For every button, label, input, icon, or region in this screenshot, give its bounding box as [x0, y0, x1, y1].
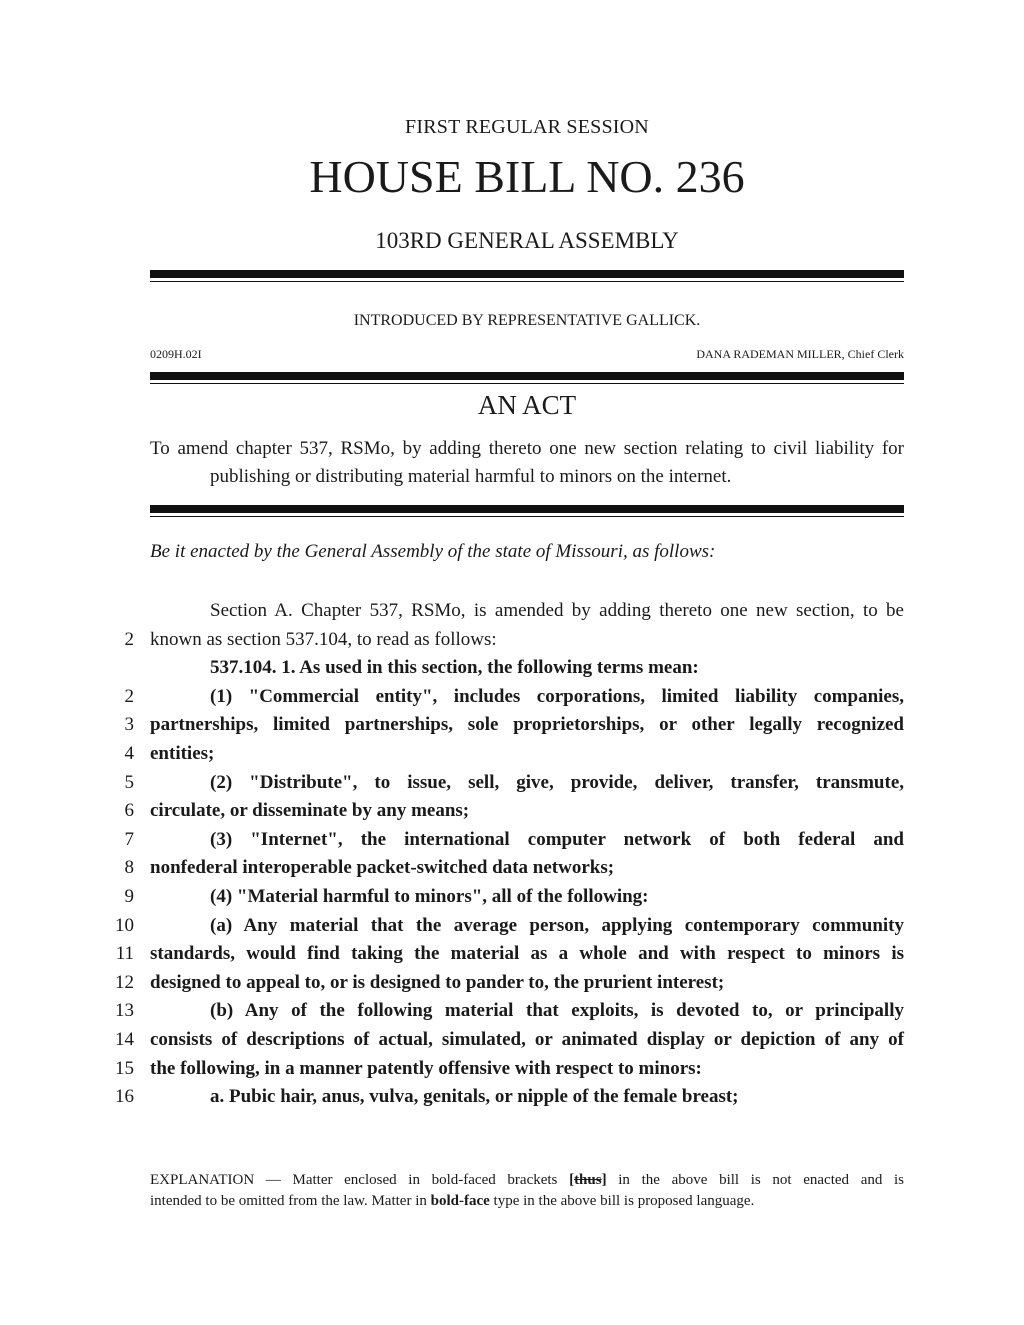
- header-thin-rule: [150, 281, 904, 282]
- bill-text-line: nonfederal interoperable packet-switched data networks;: [150, 857, 615, 878]
- explanation-line-1: [150, 1170, 904, 1191]
- act-title: [150, 435, 904, 491]
- clerk-thick-rule: [150, 372, 904, 380]
- line-number: 15: [115, 1058, 134, 1079]
- line-number: 5: [124, 772, 134, 793]
- bill-text-line: a. Pubic hair, anus, vulva, genitals, or nipple of the female breast;: [210, 1086, 739, 1107]
- header-thick-rule: [150, 270, 904, 278]
- line-number: 4: [124, 743, 134, 764]
- bracket-open: [: [569, 1172, 575, 1188]
- clerk-thin-rule: [150, 383, 904, 384]
- title-thick-rule: [150, 505, 904, 513]
- line-number: 7: [124, 829, 134, 850]
- explanation-part2: in the above bill is not enacted and is: [618, 1172, 905, 1188]
- bill-text-line: circulate, or disseminate by any means;: [150, 800, 470, 821]
- line-number: 3: [124, 714, 134, 735]
- lr-code: 0209H.02I: [150, 347, 202, 361]
- bill-text-line: entities;: [150, 743, 215, 764]
- line-number: 12: [115, 972, 134, 993]
- bill-text-line: (3) "Internet", the international computer network of both federal and: [210, 829, 904, 850]
- line-number: 2: [124, 629, 134, 650]
- bill-text-line: (a) Any material that the average person, applying contemporary community: [210, 915, 904, 936]
- enacting-clause: Be it enacted by the General Assembly of the state of Missouri, as follows:: [150, 541, 716, 562]
- bill-text-line: (b) Any of the following material that exploits, is devoted to, or principally: [210, 1000, 904, 1021]
- chief-clerk: DANA RADEMAN MILLER, Chief Clerk: [696, 347, 904, 361]
- bill-text-line: standards, would find taking the material as a whole and with respect to minors is: [150, 943, 904, 964]
- general-assembly: 103RD GENERAL ASSEMBLY: [375, 228, 679, 253]
- explanation-note: [150, 1170, 904, 1212]
- bill-text-line: the following, in a manner patently offensive with respect to minors:: [150, 1058, 702, 1079]
- bill-number: HOUSE BILL NO. 236: [309, 151, 745, 202]
- line-number: 9: [124, 886, 134, 907]
- act-title-line-1: To amend chapter 537, RSMo, by adding thereto one new section relating to civil liability for: [150, 438, 904, 459]
- bracket-close: ]: [601, 1172, 607, 1188]
- line-number: 10: [115, 915, 134, 936]
- bold-face-word: bold-face: [430, 1193, 490, 1209]
- bill-text-line: (1) "Commercial entity", includes corporations, limited liability companies,: [210, 686, 904, 707]
- title-thin-rule: [150, 516, 904, 517]
- explanation-line2-a: intended to be omitted from the law. Matter in: [150, 1193, 427, 1209]
- bill-text-line: 537.104. 1. As used in this section, the following terms mean:: [210, 657, 699, 678]
- line-number: 2: [124, 686, 134, 707]
- bill-text-line: partnerships, limited partnerships, sole proprietorships, or other legally recognized: [150, 714, 904, 735]
- session-label: FIRST REGULAR SESSION: [405, 116, 649, 138]
- explanation-line-2: [150, 1193, 754, 1209]
- bill-text-line: consists of descriptions of actual, simulated, or animated display or depiction of any of: [150, 1029, 904, 1050]
- line-number: 16: [115, 1086, 134, 1107]
- bill-text-line: (4) "Material harmful to minors", all of the following:: [210, 886, 649, 907]
- explanation-part1: Matter enclosed in bold-faced brackets: [292, 1172, 558, 1188]
- line-number: 6: [124, 800, 134, 821]
- explanation-line2-b: type in the above bill is proposed language.: [493, 1193, 755, 1209]
- bill-text-line: known as section 537.104, to read as follows:: [150, 629, 497, 650]
- line-number: 14: [115, 1029, 134, 1050]
- explanation-label: EXPLANATION —: [150, 1172, 281, 1188]
- struck-example: thus: [574, 1172, 602, 1188]
- act-title-line-2: publishing or distributing material harmful to minors on the internet.: [210, 466, 732, 487]
- bill-text-line: Section A. Chapter 537, RSMo, is amended by adding thereto one new section, to be: [210, 600, 904, 621]
- introduced-by: INTRODUCED BY REPRESENTATIVE GALLICK.: [353, 312, 701, 329]
- bill-text-line: designed to appeal to, or is designed to pander to, the prurient interest;: [150, 972, 725, 993]
- bill-text-line: (2) "Distribute", to issue, sell, give, provide, deliver, transfer, transmute,: [210, 772, 904, 793]
- act-heading: AN ACT: [477, 390, 577, 420]
- line-number: 11: [115, 943, 134, 964]
- line-number: 8: [124, 857, 134, 878]
- line-number: 13: [115, 1000, 134, 1021]
